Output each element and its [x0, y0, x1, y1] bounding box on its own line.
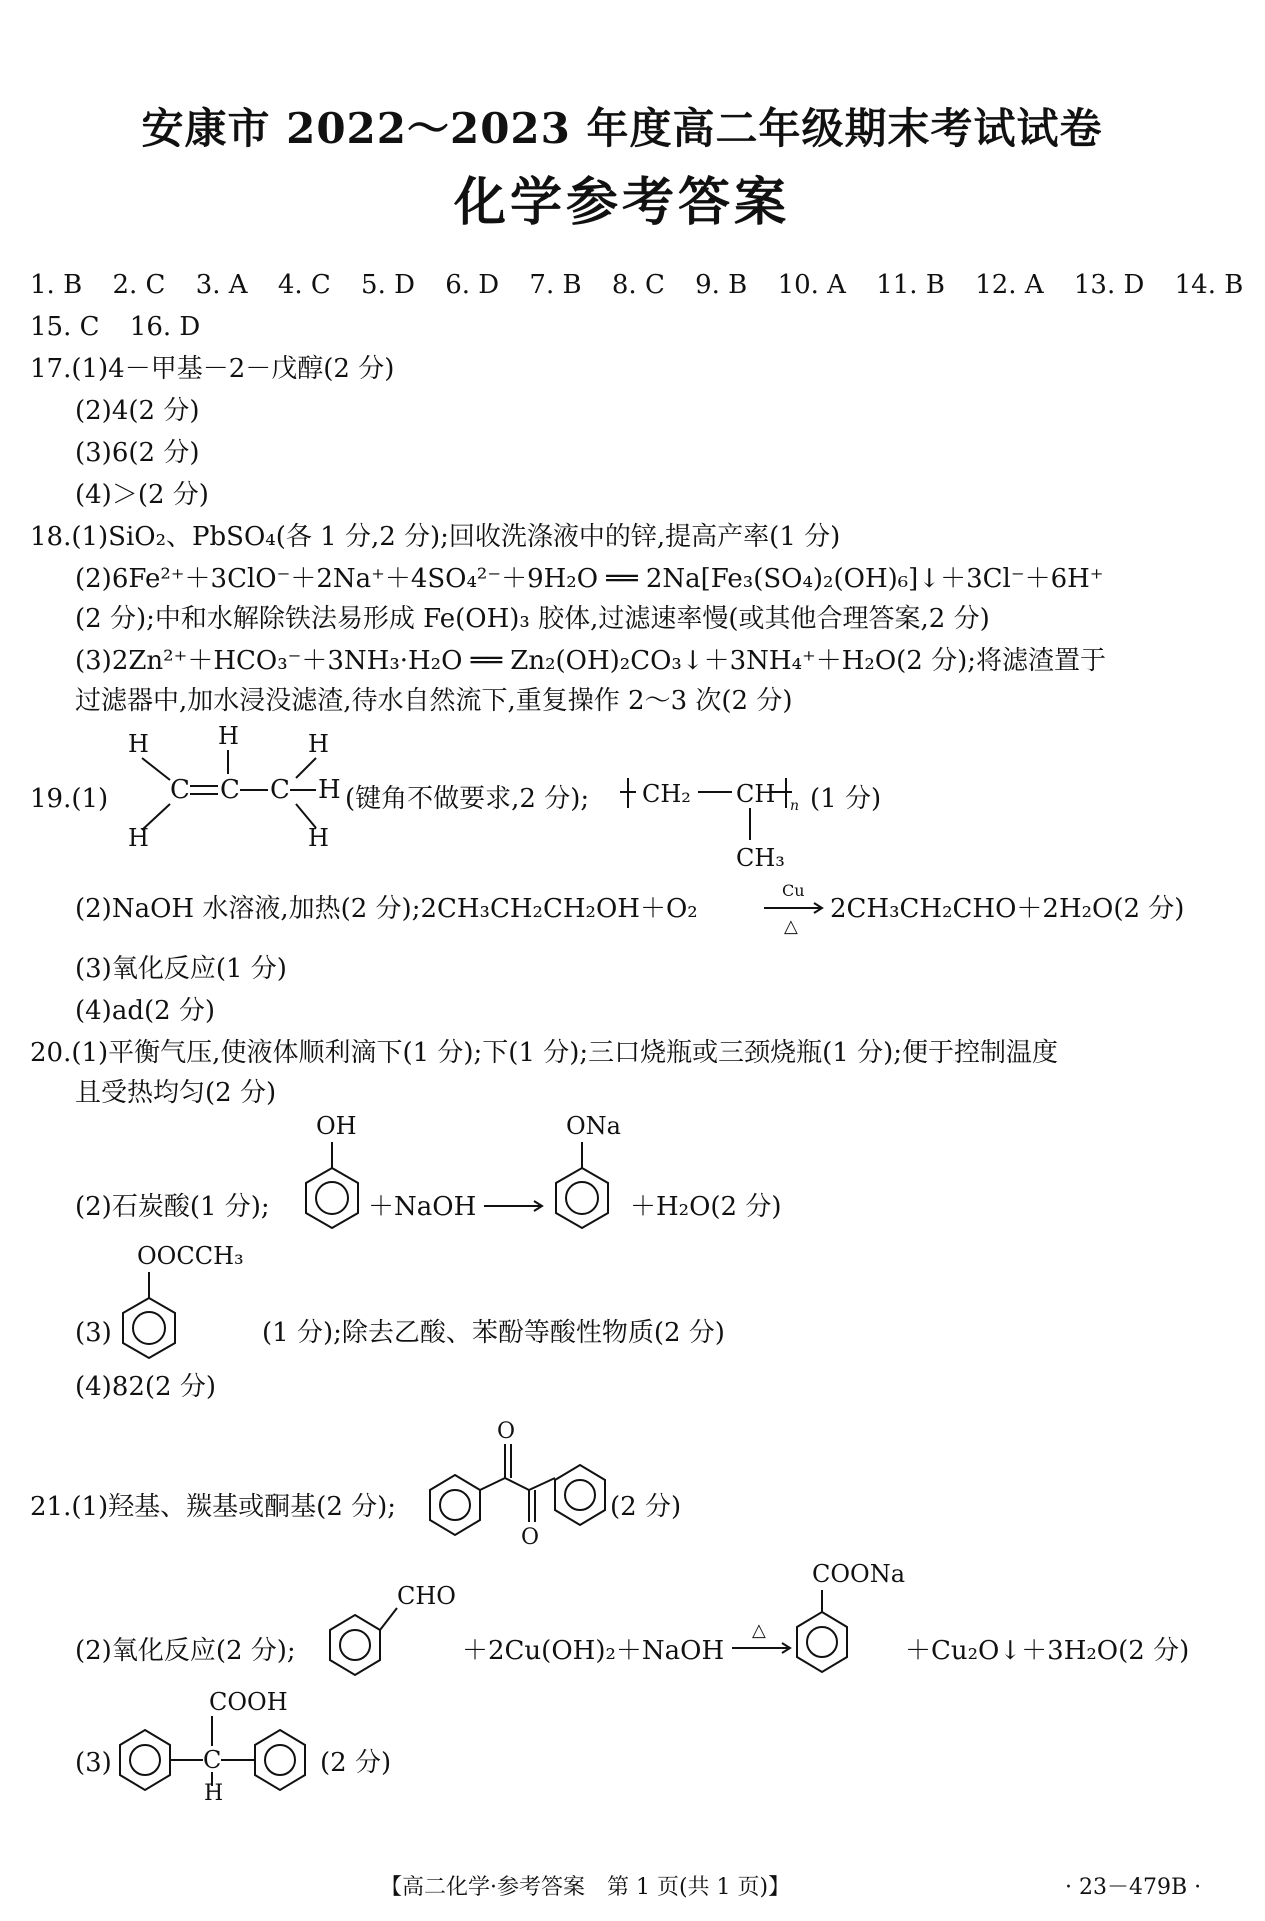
footer-code: · 23－479B ·: [1065, 1875, 1202, 1900]
sodium-benzoate-structure: [792, 1558, 912, 1678]
aromatic-circle: [130, 1745, 160, 1775]
phenyl-acetate-structure: [115, 1240, 265, 1365]
diphenylacetic-acid-structure: [115, 1682, 325, 1806]
polypropylene-structure: [620, 770, 820, 880]
mc-answer: 8. C: [611, 270, 665, 300]
q20-part1-a: 20.(1)平衡气压,使液体顺利滴下(1 分);下(1 分);三口烧瓶或三颈烧瓶(1 分);便于控制温度: [30, 1038, 1059, 1068]
reaction-arrow-cu: [760, 880, 830, 940]
aromatic-circle: [340, 1630, 370, 1660]
aromatic-circle: [265, 1745, 295, 1775]
q21-part3-a: (3): [75, 1748, 112, 1778]
atom-o: O: [521, 1525, 540, 1550]
q17-part1: 17.(1)4－甲基－2－戊醇(2 分): [30, 354, 395, 384]
group-ch2: CH₂: [642, 780, 691, 808]
benzene-ring: [797, 1612, 847, 1672]
q19-part3: (3)氧化反应(1 分): [75, 954, 287, 984]
bond: [296, 804, 316, 828]
q19-part2-b: 2CH₃CH₂CHO＋2H₂O(2 分): [830, 894, 1185, 924]
mc-answer: 14. B: [1174, 270, 1244, 300]
subscript-n: n: [790, 798, 800, 814]
q19-poly-score: (1 分): [810, 784, 882, 814]
atom-c: C: [270, 775, 290, 805]
atom-c: C: [203, 1746, 222, 1774]
mc-answer: 4. C: [277, 270, 331, 300]
q20-part2-a: (2)石炭酸(1 分);: [75, 1192, 270, 1222]
heat-symbol: △: [752, 1620, 766, 1641]
mc-answer: 10. A: [777, 270, 846, 300]
benzene-ring: [120, 1730, 170, 1790]
q17-part2: (2)4(2 分): [75, 396, 200, 426]
aromatic-circle: [133, 1312, 165, 1344]
bond: [296, 758, 316, 778]
footer-page-info: 【高二化学·参考答案 第 1 页(共 1 页)】: [380, 1875, 791, 1900]
atom-h: H: [308, 824, 329, 852]
aromatic-circle: [316, 1182, 348, 1214]
atom-c: C: [220, 775, 240, 805]
benzene-ring: [306, 1168, 358, 1228]
reaction-arrow-heat: [728, 1618, 798, 1668]
sodium-phenoxide-structure: [548, 1110, 638, 1235]
atom-h: H: [218, 722, 239, 750]
mc-answer: 16. D: [129, 312, 201, 342]
bond: [142, 804, 170, 830]
benzene-ring: [123, 1298, 175, 1358]
atom-c: C: [170, 775, 190, 805]
mc-answer: 2. C: [112, 270, 166, 300]
q19-part4: (4)ad(2 分): [75, 996, 216, 1026]
q20-part2-c: ＋H₂O(2 分): [630, 1192, 782, 1222]
group-cooh: COOH: [209, 1688, 288, 1716]
answer-title: 化学参考答案: [453, 172, 790, 233]
atom-h: H: [318, 775, 341, 805]
catalyst-label: Cu: [782, 881, 805, 900]
group-oocch3: OOCCH₃: [137, 1242, 244, 1270]
q18-part2-equation: (2)6Fe²⁺＋3ClO⁻＋2Na⁺＋4SO₄²⁻＋9H₂O ══ 2Na[Fe₃(SO₄)₂(OH)₆]↓＋3Cl⁻＋6H⁺: [75, 564, 1104, 594]
q20-part3-b: (1 分);除去乙酸、苯酚等酸性物质(2 分): [262, 1318, 725, 1348]
heat-symbol: △: [784, 916, 798, 937]
q19-note: (键角不做要求,2 分);: [345, 784, 590, 814]
q18-part3-equation: (3)2Zn²⁺＋HCO₃⁻＋3NH₃·H₂O ══ Zn₂(OH)₂CO₃↓＋3NH₄⁺＋H₂O(2 分);将滤渣置于: [75, 646, 1106, 676]
bond: [529, 1478, 555, 1490]
atom-h: H: [308, 730, 329, 758]
benzene-ring: [430, 1475, 480, 1535]
q20-part1-b: 且受热均匀(2 分): [75, 1078, 277, 1108]
reaction-arrow: [480, 1196, 550, 1216]
mc-answer: 13. D: [1073, 270, 1145, 300]
benzil-structure: [425, 1410, 615, 1550]
mc-answer: 1. B: [30, 270, 83, 300]
bond: [380, 1608, 397, 1630]
exam-title: 安康市 2022～2023 年度高二年级期末考试试卷: [141, 104, 1103, 153]
q18-part3-note: 过滤器中,加水浸没滤渣,待水自然流下,重复操作 2～3 次(2 分): [75, 686, 793, 716]
propene-structure: [120, 722, 360, 858]
mc-answer: 11. B: [876, 270, 945, 300]
group-cho: CHO: [397, 1582, 456, 1610]
benzene-ring: [556, 1168, 608, 1228]
atom-h: H: [128, 824, 149, 852]
mc-row-2: [30, 310, 222, 344]
benzene-ring: [330, 1615, 380, 1675]
aromatic-circle: [440, 1490, 470, 1520]
mc-answer: 7. B: [529, 270, 582, 300]
mc-answer: 5. D: [361, 270, 415, 300]
q21-part2-b: ＋2Cu(OH)₂＋NaOH: [462, 1636, 725, 1666]
mc-answer: 9. B: [695, 270, 748, 300]
mc-answer: 3. A: [195, 270, 248, 300]
group-oh: OH: [316, 1112, 357, 1140]
q19-label: 19.(1): [30, 784, 109, 814]
q17-part4: (4)＞(2 分): [75, 480, 209, 510]
group-coona: COONa: [812, 1560, 906, 1588]
aromatic-circle: [807, 1627, 837, 1657]
q21-part3-b: (2 分): [320, 1748, 392, 1778]
q21-part1-b: (2 分): [610, 1492, 682, 1522]
atom-o: O: [497, 1419, 516, 1444]
benzene-ring: [555, 1465, 605, 1525]
benzene-ring: [255, 1730, 305, 1790]
q17-part3: (3)6(2 分): [75, 438, 200, 468]
q21-part2-a: (2)氧化反应(2 分);: [75, 1636, 296, 1666]
group-ch: CH: [736, 780, 776, 808]
bond: [480, 1478, 505, 1490]
group-ona: ONa: [566, 1112, 621, 1140]
q20-part2-b: ＋NaOH: [368, 1192, 477, 1222]
benzaldehyde-structure: [325, 1570, 456, 1680]
q20-part3-a: (3): [75, 1318, 112, 1348]
q21-part1-a: 21.(1)羟基、羰基或酮基(2 分);: [30, 1492, 397, 1522]
atom-h: H: [128, 730, 149, 758]
mc-row-1: [30, 268, 1265, 302]
atom-h: H: [204, 1781, 224, 1806]
q18-part2-note: (2 分);中和水解除铁法易形成 Fe(OH)₃ 胶体,过滤速率慢(或其他合理答案,2 分): [75, 604, 990, 634]
bond: [142, 758, 170, 780]
mc-answer: 15. C: [30, 312, 100, 342]
aromatic-circle: [565, 1480, 595, 1510]
q19-part2-a: (2)NaOH 水溶液,加热(2 分);2CH₃CH₂CH₂OH＋O₂: [75, 894, 698, 924]
aromatic-circle: [566, 1182, 598, 1214]
mc-answer: 12. A: [975, 270, 1044, 300]
q21-part2-c: ＋Cu₂O↓＋3H₂O(2 分): [905, 1636, 1190, 1666]
q20-part4: (4)82(2 分): [75, 1372, 217, 1402]
q18-part1: 18.(1)SiO₂、PbSO₄(各 1 分,2 分);回收洗涤液中的锌,提高产率(1 分): [30, 522, 841, 552]
bond: [505, 1478, 529, 1490]
phenol-structure: [298, 1110, 368, 1235]
mc-answer: 6. D: [445, 270, 500, 300]
group-ch3: CH₃: [736, 844, 785, 872]
